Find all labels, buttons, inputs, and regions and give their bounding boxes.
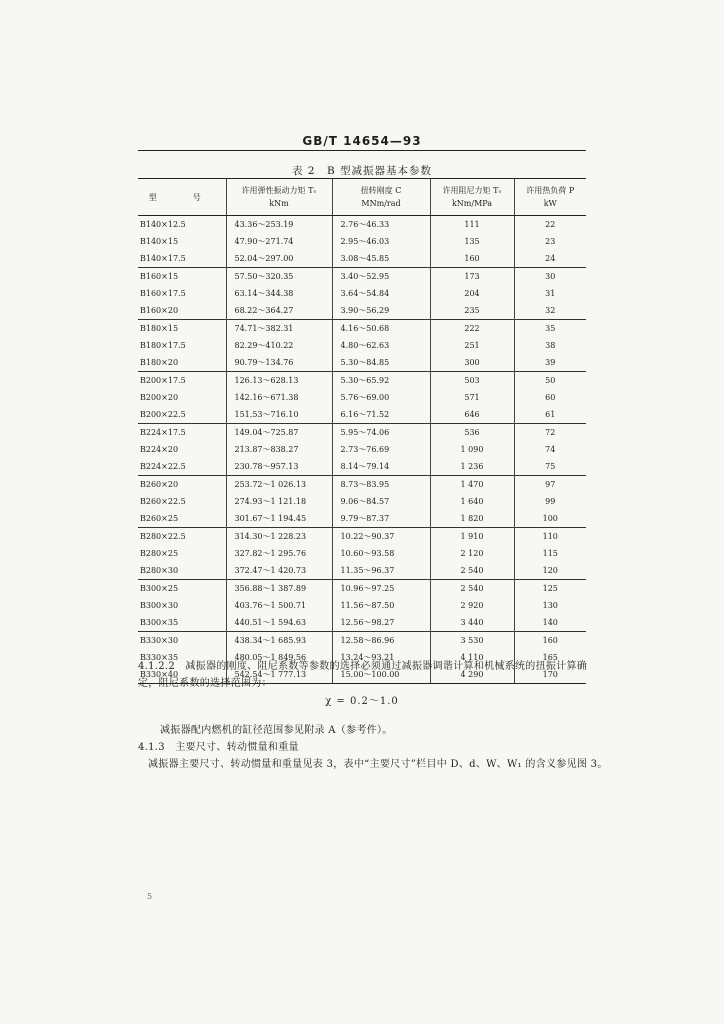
cell-thermal-load: 30 bbox=[514, 268, 586, 286]
header-rule bbox=[138, 150, 586, 151]
cell-elastic-torque: 274.93～1 121.18 bbox=[226, 493, 332, 510]
cell-damping-torque: 503 bbox=[430, 372, 514, 390]
cell-model: B160×20 bbox=[140, 306, 179, 315]
cell-torsional-stiffness: 3.90～56.29 bbox=[332, 302, 430, 320]
cell-elastic-torque: 63.14～344.38 bbox=[226, 285, 332, 302]
cell-thermal-load: 23 bbox=[514, 233, 586, 250]
table-row bbox=[138, 441, 586, 458]
cell-elastic-torque: 90.79～134.76 bbox=[226, 354, 332, 372]
cell-elastic-torque: 43.36～253.19 bbox=[226, 216, 332, 234]
cell-thermal-load: 61 bbox=[514, 406, 586, 424]
cell-thermal-load: 75 bbox=[514, 458, 586, 476]
table-row bbox=[138, 528, 586, 546]
table-row bbox=[138, 406, 586, 424]
cell-torsional-stiffness: 13.24～93.21 bbox=[332, 649, 430, 666]
cell-torsional-stiffness: 5.76～69.00 bbox=[332, 389, 430, 406]
cell-thermal-load: 140 bbox=[514, 614, 586, 632]
cell-model: B260×22.5 bbox=[140, 497, 186, 506]
table-row bbox=[138, 389, 586, 406]
cell-elastic-torque: 301.67～1 194.45 bbox=[226, 510, 332, 528]
cell-damping-torque: 2 920 bbox=[430, 597, 514, 614]
cell-torsional-stiffness: 10.22～90.37 bbox=[332, 528, 430, 546]
cell-model: B160×17.5 bbox=[140, 289, 186, 298]
damping-ratio-formula: χ = 0.2～1.0 bbox=[325, 696, 399, 707]
cell-damping-torque: 1 820 bbox=[430, 510, 514, 528]
standard-code-header: GB/T 14654—93 bbox=[302, 134, 422, 148]
cell-damping-torque: 571 bbox=[430, 389, 514, 406]
cell-elastic-torque: 230.78～957.13 bbox=[226, 458, 332, 476]
cell-model: B280×25 bbox=[140, 549, 179, 558]
cell-damping-torque: 1 640 bbox=[430, 493, 514, 510]
cell-elastic-torque: 57.50～320.35 bbox=[226, 268, 332, 286]
cell-thermal-load: 120 bbox=[514, 562, 586, 580]
cell-elastic-torque: 68.22～364.27 bbox=[226, 302, 332, 320]
cell-elastic-torque: 327.82～1 295.76 bbox=[226, 545, 332, 562]
table-row bbox=[138, 597, 586, 614]
cell-thermal-load: 115 bbox=[514, 545, 586, 562]
table-row bbox=[138, 580, 586, 598]
cell-thermal-load: 31 bbox=[514, 285, 586, 302]
table-title: 表 2 B 型减振器基本参数 bbox=[291, 165, 433, 177]
cell-torsional-stiffness: 11.56～87.50 bbox=[332, 597, 430, 614]
table-row bbox=[138, 424, 586, 442]
cell-torsional-stiffness: 12.58～86.96 bbox=[332, 632, 430, 650]
cell-elastic-torque: 356.88～1 387.89 bbox=[226, 580, 332, 598]
cell-damping-torque: 222 bbox=[430, 320, 514, 338]
cell-model: B200×20 bbox=[140, 393, 179, 402]
cell-model: B180×15 bbox=[138, 320, 226, 338]
cell-elastic-torque: 372.47～1 420.73 bbox=[226, 562, 332, 580]
cell-torsional-stiffness: 5.95～74.06 bbox=[332, 424, 430, 442]
cell-thermal-load: 39 bbox=[514, 354, 586, 372]
cell-torsional-stiffness: 4.80～62.63 bbox=[332, 337, 430, 354]
cell-elastic-torque: 74.71～382.31 bbox=[226, 320, 332, 338]
cell-model: B224×22.5 bbox=[140, 462, 186, 471]
cell-thermal-load: 170 bbox=[514, 666, 586, 684]
cell-thermal-load: 22 bbox=[514, 216, 586, 234]
cell-elastic-torque: 126.13～628.13 bbox=[226, 372, 332, 390]
paragraph-4-1-2-2: 4.1.2.2 减振器的刚度、阻尼系数等参数的选择必须通过减振器调谐计算和机械系统的扭振计算确定，阻尼系数的选择范围为： bbox=[138, 661, 588, 689]
table-row bbox=[138, 614, 586, 632]
paragraph-dimensions: 减振器主要尺寸、转动惯量和重量见表 3，表中“主要尺寸”栏目中 D、d、W、W₁ 的含义参见图 3。 bbox=[148, 759, 608, 770]
cell-elastic-torque: 438.34～1 685.93 bbox=[226, 632, 332, 650]
table-row bbox=[138, 337, 586, 354]
cell-damping-torque: 204 bbox=[430, 285, 514, 302]
cell-thermal-load: 38 bbox=[514, 337, 586, 354]
cell-damping-torque: 300 bbox=[430, 354, 514, 372]
cell-damping-torque: 1 090 bbox=[430, 441, 514, 458]
cell-elastic-torque: 542.54～1 777.13 bbox=[226, 666, 332, 684]
cell-model: B260×20 bbox=[138, 476, 226, 494]
cell-damping-torque: 2 540 bbox=[430, 562, 514, 580]
table-row bbox=[138, 372, 586, 390]
cell-torsional-stiffness: 3.40～52.95 bbox=[332, 268, 430, 286]
cell-elastic-torque: 440.51～1 594.63 bbox=[226, 614, 332, 632]
cell-thermal-load: 60 bbox=[514, 389, 586, 406]
table-row bbox=[138, 354, 586, 372]
cell-model: B180×17.5 bbox=[140, 341, 186, 350]
cell-damping-torque: 235 bbox=[430, 302, 514, 320]
cell-model: B300×25 bbox=[138, 580, 226, 598]
cell-thermal-load: 100 bbox=[514, 510, 586, 528]
cell-model: B140×15 bbox=[140, 237, 179, 246]
cell-torsional-stiffness: 10.60～93.58 bbox=[332, 545, 430, 562]
table-row bbox=[138, 320, 586, 338]
cell-model: B280×22.5 bbox=[138, 528, 226, 546]
table-row bbox=[138, 545, 586, 562]
table-row bbox=[138, 476, 586, 494]
col-header-torsional-stiffness: 扭转刚度 C MNm/rad bbox=[332, 179, 430, 216]
cell-damping-torque: 1 470 bbox=[430, 476, 514, 494]
table-body bbox=[138, 216, 586, 684]
cell-torsional-stiffness: 2.95～46.03 bbox=[332, 233, 430, 250]
cell-elastic-torque: 151.53～716.10 bbox=[226, 406, 332, 424]
table-header-row bbox=[138, 179, 586, 216]
cell-torsional-stiffness: 15.00～100.00 bbox=[332, 666, 430, 684]
cell-thermal-load: 125 bbox=[514, 580, 586, 598]
table-row bbox=[138, 458, 586, 476]
cell-torsional-stiffness: 4.16～50.68 bbox=[332, 320, 430, 338]
cell-thermal-load: 165 bbox=[514, 649, 586, 666]
cell-torsional-stiffness: 2.73～76.69 bbox=[332, 441, 430, 458]
cell-damping-torque: 135 bbox=[430, 233, 514, 250]
cell-elastic-torque: 253.72～1 026.13 bbox=[226, 476, 332, 494]
cell-model: B260×25 bbox=[140, 514, 179, 523]
cell-torsional-stiffness: 9.79～87.37 bbox=[332, 510, 430, 528]
cell-model: B224×17.5 bbox=[138, 424, 226, 442]
col-header-model: 型 号 bbox=[138, 179, 226, 216]
cell-damping-torque: 536 bbox=[430, 424, 514, 442]
cell-torsional-stiffness: 6.16～71.52 bbox=[332, 406, 430, 424]
cell-torsional-stiffness: 12.56～98.27 bbox=[332, 614, 430, 632]
cell-model: B140×17.5 bbox=[140, 254, 186, 263]
cell-torsional-stiffness: 5.30～65.92 bbox=[332, 372, 430, 390]
cell-damping-torque: 646 bbox=[430, 406, 514, 424]
cell-elastic-torque: 480.05～1 849.56 bbox=[226, 649, 332, 666]
cell-thermal-load: 130 bbox=[514, 597, 586, 614]
cell-damping-torque: 1 236 bbox=[430, 458, 514, 476]
cell-thermal-load: 72 bbox=[514, 424, 586, 442]
cell-elastic-torque: 213.87～838.27 bbox=[226, 441, 332, 458]
cell-model: B200×22.5 bbox=[140, 410, 186, 419]
col-header-thermal-load: 许用热负荷 P kW bbox=[514, 179, 586, 216]
cell-torsional-stiffness: 10.96～97.25 bbox=[332, 580, 430, 598]
cell-thermal-load: 24 bbox=[514, 250, 586, 268]
col-header-elastic-torque: 许用弹性振动力矩 Tᵥ kNm bbox=[226, 179, 332, 216]
cell-model: B330×35 bbox=[140, 653, 179, 662]
cell-damping-torque: 111 bbox=[430, 216, 514, 234]
cell-elastic-torque: 82.29～410.22 bbox=[226, 337, 332, 354]
cell-elastic-torque: 403.76～1 500.71 bbox=[226, 597, 332, 614]
cell-torsional-stiffness: 5.30～84.85 bbox=[332, 354, 430, 372]
col-header-damping-torque: 许用阻尼力矩 Tᵥ kNm/MPa bbox=[430, 179, 514, 216]
cell-torsional-stiffness: 11.35～96.37 bbox=[332, 562, 430, 580]
cell-model: B300×30 bbox=[140, 601, 179, 610]
cell-thermal-load: 74 bbox=[514, 441, 586, 458]
table-row bbox=[138, 632, 586, 650]
cell-model: B224×20 bbox=[140, 445, 179, 454]
table-row bbox=[138, 285, 586, 302]
cell-damping-torque: 251 bbox=[430, 337, 514, 354]
table-row bbox=[138, 510, 586, 528]
table-row bbox=[138, 302, 586, 320]
cell-thermal-load: 35 bbox=[514, 320, 586, 338]
cell-damping-torque: 4 290 bbox=[430, 666, 514, 684]
cell-thermal-load: 160 bbox=[514, 632, 586, 650]
cell-thermal-load: 110 bbox=[514, 528, 586, 546]
cell-thermal-load: 99 bbox=[514, 493, 586, 510]
cell-thermal-load: 32 bbox=[514, 302, 586, 320]
cell-model: B200×17.5 bbox=[138, 372, 226, 390]
cell-model: B160×15 bbox=[138, 268, 226, 286]
cell-model: B330×30 bbox=[138, 632, 226, 650]
cell-elastic-torque: 314.30～1 228.23 bbox=[226, 528, 332, 546]
cell-model: B330×40 bbox=[138, 666, 226, 684]
cell-damping-torque: 3 530 bbox=[430, 632, 514, 650]
cell-torsional-stiffness: 2.76～46.33 bbox=[332, 216, 430, 234]
cell-damping-torque: 173 bbox=[430, 268, 514, 286]
damper-parameters-table bbox=[138, 178, 586, 684]
cell-thermal-load: 97 bbox=[514, 476, 586, 494]
cell-model: B280×30 bbox=[140, 566, 179, 575]
cell-torsional-stiffness: 8.14～79.14 bbox=[332, 458, 430, 476]
page-mark: 5 bbox=[147, 892, 153, 901]
cell-elastic-torque: 149.04～725.87 bbox=[226, 424, 332, 442]
table-row bbox=[138, 562, 586, 580]
table-row bbox=[138, 216, 586, 234]
cell-damping-torque: 2 540 bbox=[430, 580, 514, 598]
cell-elastic-torque: 142.16～671.38 bbox=[226, 389, 332, 406]
table-row bbox=[138, 233, 586, 250]
cell-torsional-stiffness: 8.73～83.95 bbox=[332, 476, 430, 494]
heading-4-1-3: 4.1.3 主要尺寸、转动惯量和重量 bbox=[138, 742, 299, 753]
cell-torsional-stiffness: 3.64～54.84 bbox=[332, 285, 430, 302]
cell-model: B300×35 bbox=[140, 618, 179, 627]
cell-damping-torque: 1 910 bbox=[430, 528, 514, 546]
table-row bbox=[138, 493, 586, 510]
cell-damping-torque: 2 120 bbox=[430, 545, 514, 562]
cell-damping-torque: 3 440 bbox=[430, 614, 514, 632]
cell-elastic-torque: 47.90～271.74 bbox=[226, 233, 332, 250]
cell-torsional-stiffness: 9.06～84.57 bbox=[332, 493, 430, 510]
paragraph-bore-range: 减振器配内燃机的缸径范围参见附录 A（参考件）。 bbox=[160, 725, 393, 736]
cell-thermal-load: 50 bbox=[514, 372, 586, 390]
table-row bbox=[138, 268, 586, 286]
cell-damping-torque: 4 110 bbox=[430, 649, 514, 666]
cell-torsional-stiffness: 3.08～45.85 bbox=[332, 250, 430, 268]
cell-model: B180×20 bbox=[140, 358, 179, 367]
table-row bbox=[138, 250, 586, 268]
cell-model: B140×12.5 bbox=[140, 220, 186, 229]
cell-damping-torque: 160 bbox=[430, 250, 514, 268]
cell-elastic-torque: 52.04～297.00 bbox=[226, 250, 332, 268]
